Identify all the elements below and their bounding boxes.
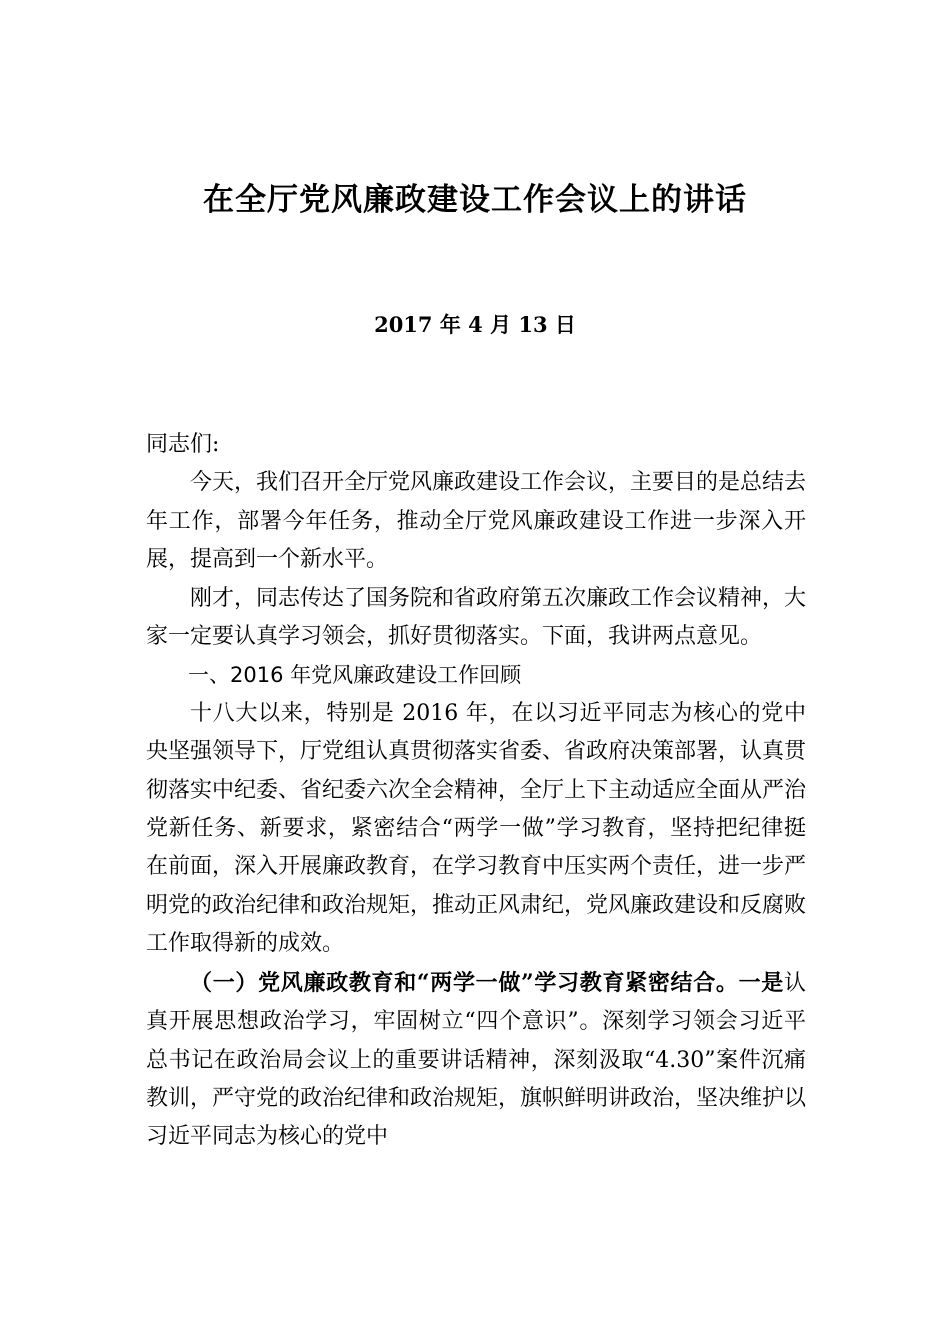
salutation: 同志们: <box>146 432 220 457</box>
speech-date: 2017 年 4 月 13 日 <box>374 312 576 337</box>
document-body <box>146 426 806 1157</box>
lead-point-one: 一是 <box>738 969 784 996</box>
paragraph-opinions: 刚才，同志传达了国务院和省政府第五次廉政工作会议精神，大家一定要认真学习领会，抓好贯彻落实。下面，我讲两点意见。 <box>146 585 807 650</box>
section-heading-review: 一、2016 年党风廉政建设工作回顾 <box>188 663 522 688</box>
paragraph-review: 十八大以来，特别是 2016 年，在以习近平同志为核心的党中央坚强领导下，厅党组认真贯彻落实省委、省政府决策部署，认真贯彻落实中纪委、省纪委六次全会精神，全厅上下主动适应全面从严治党新任务、新要求，紧密结合“两学一做”学习教育，坚持把纪律挺在前面，深入开展廉政教育，在学习教育中压实两个责任，进一步严明党的政治纪律和政治规矩，推动正风肃纪，党风廉政建设和反腐败工作取得新的成效。 <box>146 700 807 957</box>
paragraph-intro: 今天，我们召开全厅党风廉政建设工作会议，主要目的是总结去年工作，部署今年任务，推动全厅党风廉政建设工作进一步深入开展，提高到一个新水平。 <box>146 470 807 573</box>
subheading-education: （一）党风廉政教育和“两学一做”学习教育紧密结合。 <box>190 969 739 996</box>
document-title: 在全厅党风廉政建设工作会议上的讲话 <box>203 182 747 218</box>
paragraph-education-text: 认真开展思想政治学习，牢固树立“四个意识”。深刻学习领会习近平总书记在政治局会议上的重要讲话精神，深刻汲取“4.30”案件沉痛教训，严守党的政治纪律和政治规矩，旗帜鲜明讲政治，坚决维护以习近平同志为核心的党中 <box>146 970 807 1150</box>
paragraph-education <box>146 964 806 1157</box>
